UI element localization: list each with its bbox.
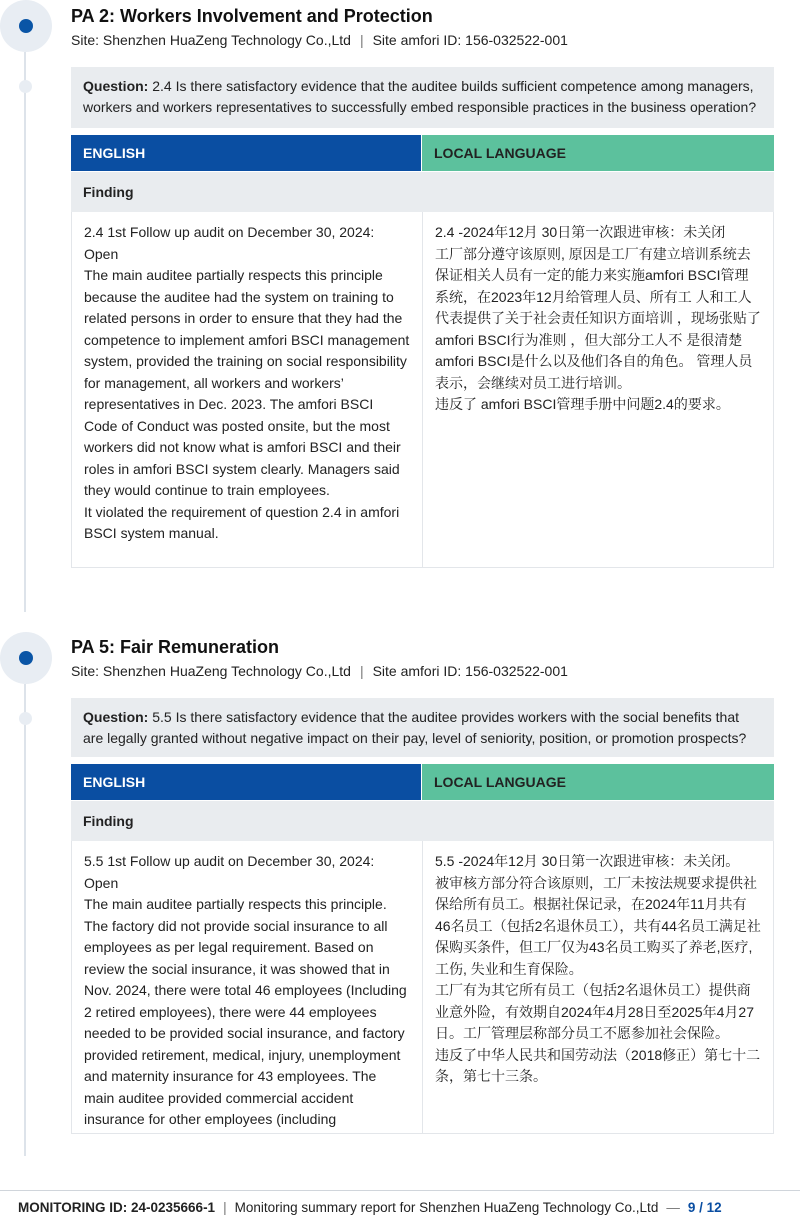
language-header	[71, 764, 774, 800]
finding-label: Finding	[71, 172, 774, 212]
english-header: ENGLISH	[71, 764, 421, 800]
footer-dash: —	[666, 1200, 680, 1215]
page-number: 9 / 12	[687, 1200, 722, 1215]
monitoring-id: MONITORING ID: 24-0235666-1	[18, 1200, 216, 1215]
timeline-dot-icon	[19, 80, 32, 93]
english-finding-text: 2.4 1st Follow up audit on December 30, 2024: Open The main auditee partially respects this principle because the auditee had the system on training to related persons in order to ensure that they had the competence to implement amfori BSCI management system, provided the training on social responsibility for management, all workers and workers’ representatives in Dec. 2023. The amfori BSCI Code of Conduct was posted onsite, but the most workers did not know what is amfori BSCI and their roles in amfori BSCI system clearly. Managers said they would continue to train employees. It violated the requirement of question 2.4 in amfori BSCI system manual.	[72, 212, 423, 567]
finding-label: Finding	[71, 801, 774, 841]
finding-content	[71, 212, 774, 568]
site-name: Site: Shenzhen HuaZeng Technology Co.,Ltd	[71, 663, 351, 679]
english-finding-text: 5.5 1st Follow up audit on December 30, 2024: Open The main auditee partially respects this principle. The factory did not provide social insurance to all employees as per legal requirement. Based on review the social insurance, it was showed that in Nov. 2024, there were total 46 employees (Including 2 retired employees), there were 44 employees needed to be provided social insurance, and factory provided retirement, medical, injury, unemployment and maternity insurance for 43 employees. The main auditee provided commercial accident insurance for other employees (including	[72, 841, 423, 1133]
site-id: Site amfori ID: 156-032522-001	[372, 663, 568, 679]
question-label: Question:	[83, 709, 149, 725]
local-language-header: LOCAL LANGUAGE	[422, 135, 774, 171]
question-block	[71, 67, 774, 568]
timeline-line	[24, 52, 26, 612]
timeline-line	[24, 684, 26, 1156]
site-id: Site amfori ID: 156-032522-001	[372, 32, 568, 48]
question-text: 2.4 Is there satisfactory evidence that the auditee builds sufficient competence among managers, workers and workers representatives to successfully embed responsible practices in the business operation?	[83, 78, 757, 115]
site-info: Site: Shenzhen HuaZeng Technology Co.,Ltd | Site amfori ID: 156-032522-001	[71, 32, 568, 48]
english-header: ENGLISH	[71, 135, 421, 171]
site-name: Site: Shenzhen HuaZeng Technology Co.,Ltd	[71, 32, 351, 48]
report-title: Monitoring summary report for Shenzhen HuaZeng Technology Co.,Ltd	[234, 1200, 659, 1215]
local-language-header: LOCAL LANGUAGE	[422, 764, 774, 800]
question	[71, 698, 774, 757]
timeline-dot-icon	[19, 712, 32, 725]
finding-content	[71, 841, 774, 1134]
section-title: PA 2: Workers Involvement and Protection	[71, 6, 433, 26]
local-finding-text: 2.4 -2024年12月 30日第一次跟进审核：未关闭 工厂部分遵守该原则, 原因是工厂有建立培训系统去保证相关人员有一定的能力来实施amfori BSCI管理系统，在2023年12月给管理人员、所有工 人和工人代表提供了关于社会责任知识方面培训 ，现场张贴了amfori BSCI行为准则 ，但大部分工人不 是很清楚amfori BSCI是什么以及他们各自的角色。 管理人员表示，会继续对员工进行培训。 违反了 amfori BSCI管理手册中问题2.4的要求。	[435, 224, 761, 412]
local-finding-text: 5.5 -2024年12月 30日第一次跟进审核：未关闭。 被审核方部分符合该原则，工厂未按法规要求提供社保给所有员工。根据社保记录，在2024年11月共有46名员工（包括2名退休员工），共有44名员工满足社保购买条件，但工厂仅为43名员工购买了养老,医疗,工伤, 失业和生育保险。 工厂有为其它所有员工（包括2名退休员工）提供商业意外险，有效期自2024年4月28日至2025年4月27日。工厂管理层称部分员工不愿参加社会保险。 违反了中华人民共和国劳动法（2018修正）第七十二条，第七十三条。	[435, 853, 761, 1084]
footer-separator: |	[223, 1200, 227, 1215]
question	[71, 67, 774, 128]
question-label: Question:	[83, 78, 149, 94]
section-marker-icon	[0, 632, 52, 684]
section-marker-icon	[0, 0, 52, 52]
section-title: PA 5: Fair Remuneration	[71, 637, 280, 657]
footer-divider	[0, 1190, 800, 1191]
footer	[18, 1200, 722, 1215]
question-block	[71, 698, 774, 1134]
question-text: 5.5 Is there satisfactory evidence that the auditee provides workers with the social benefits that are legally granted without negative impact on their pay, level of seniority, position, or promotion prospects?	[83, 709, 747, 746]
site-info: Site: Shenzhen HuaZeng Technology Co.,Ltd | Site amfori ID: 156-032522-001	[71, 663, 568, 679]
language-header	[71, 135, 774, 171]
